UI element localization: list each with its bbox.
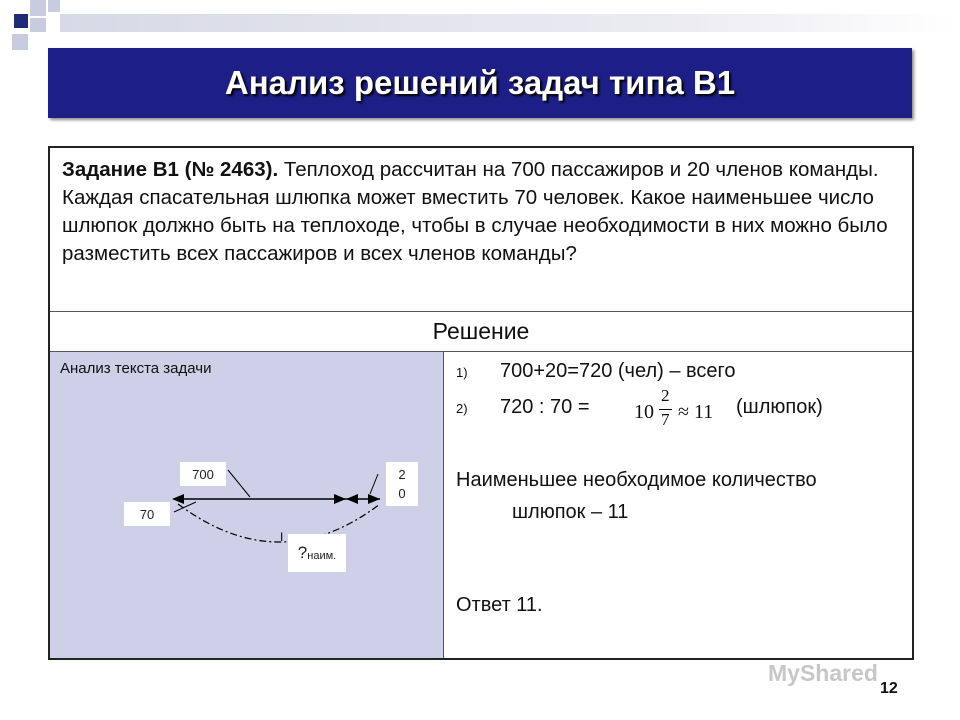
arrow-right-end bbox=[368, 494, 380, 504]
task-text: Теплоход рассчитан на 700 пассажиров и 20 членов команды. Каждая спасательная шлюпка может вместить 70 человек. Какое наименьшее число шлюпок должно быть на теплоходе, чтобы в случае необходимости в них можно было разместить всех пассажиров и всех членов команды? bbox=[62, 158, 888, 265]
step-1 bbox=[456, 360, 736, 383]
step-1-text: 700+20=720 (чел) – всего bbox=[500, 360, 736, 382]
analysis-panel bbox=[50, 352, 444, 658]
question-mark: ? bbox=[297, 543, 308, 562]
fraction-numerator: 2 bbox=[661, 386, 670, 405]
step-1-number: 1) bbox=[456, 365, 468, 380]
page-title: Анализ решений задач типа В1 bbox=[224, 64, 736, 101]
leader-20 bbox=[370, 474, 378, 494]
leader-70 bbox=[174, 502, 196, 512]
corner-square bbox=[48, 0, 60, 12]
arrow-right bbox=[334, 494, 346, 504]
analysis-title: Анализ текста задачи bbox=[60, 360, 212, 377]
page-number: 12 bbox=[880, 680, 898, 697]
fraction-approx: ≈ 11 bbox=[678, 401, 714, 423]
step-2-number: 2) bbox=[456, 401, 468, 416]
content-frame bbox=[48, 146, 914, 660]
leader-700 bbox=[228, 470, 250, 497]
corner-square bbox=[12, 34, 28, 50]
arrow-left-crew bbox=[346, 494, 358, 504]
arrow-left bbox=[172, 494, 184, 504]
solution-panel bbox=[444, 352, 912, 658]
corner-square bbox=[30, 18, 46, 32]
conclusion bbox=[456, 464, 906, 528]
answer: Ответ 11. bbox=[456, 594, 543, 616]
step-2 bbox=[456, 396, 590, 419]
conclusion-line2: шлюпок – 11 bbox=[512, 501, 629, 523]
label-20-line2: 0 bbox=[398, 486, 406, 501]
label-20-line1: 2 bbox=[398, 467, 406, 482]
watermark: MyShared bbox=[768, 660, 878, 686]
step-2-unit: (шлюпок) bbox=[736, 396, 823, 418]
corner-square bbox=[14, 14, 28, 28]
label-700: 700 bbox=[180, 462, 226, 486]
corner-square bbox=[30, 0, 46, 16]
analysis-diagram bbox=[50, 352, 444, 658]
label-question bbox=[288, 534, 346, 572]
step-2-text: 720 : 70 = bbox=[500, 396, 590, 418]
fraction-denominator: 7 bbox=[661, 410, 670, 429]
dashed-arc bbox=[178, 504, 380, 542]
label-70: 70 bbox=[124, 502, 170, 526]
question-sub: наим. bbox=[307, 550, 337, 562]
fraction-whole: 10 bbox=[634, 401, 654, 423]
label-20 bbox=[386, 462, 418, 506]
task-statement bbox=[50, 148, 912, 312]
task-label: Задание В1 (№ 2463). bbox=[62, 158, 279, 181]
conclusion-line1: Наименьшее необходимое количество bbox=[456, 469, 817, 491]
tick-mark: I bbox=[280, 530, 284, 544]
mixed-fraction bbox=[634, 388, 734, 434]
solution-heading: Решение bbox=[50, 312, 912, 352]
title-banner bbox=[48, 48, 912, 118]
header-stripe bbox=[60, 14, 960, 32]
